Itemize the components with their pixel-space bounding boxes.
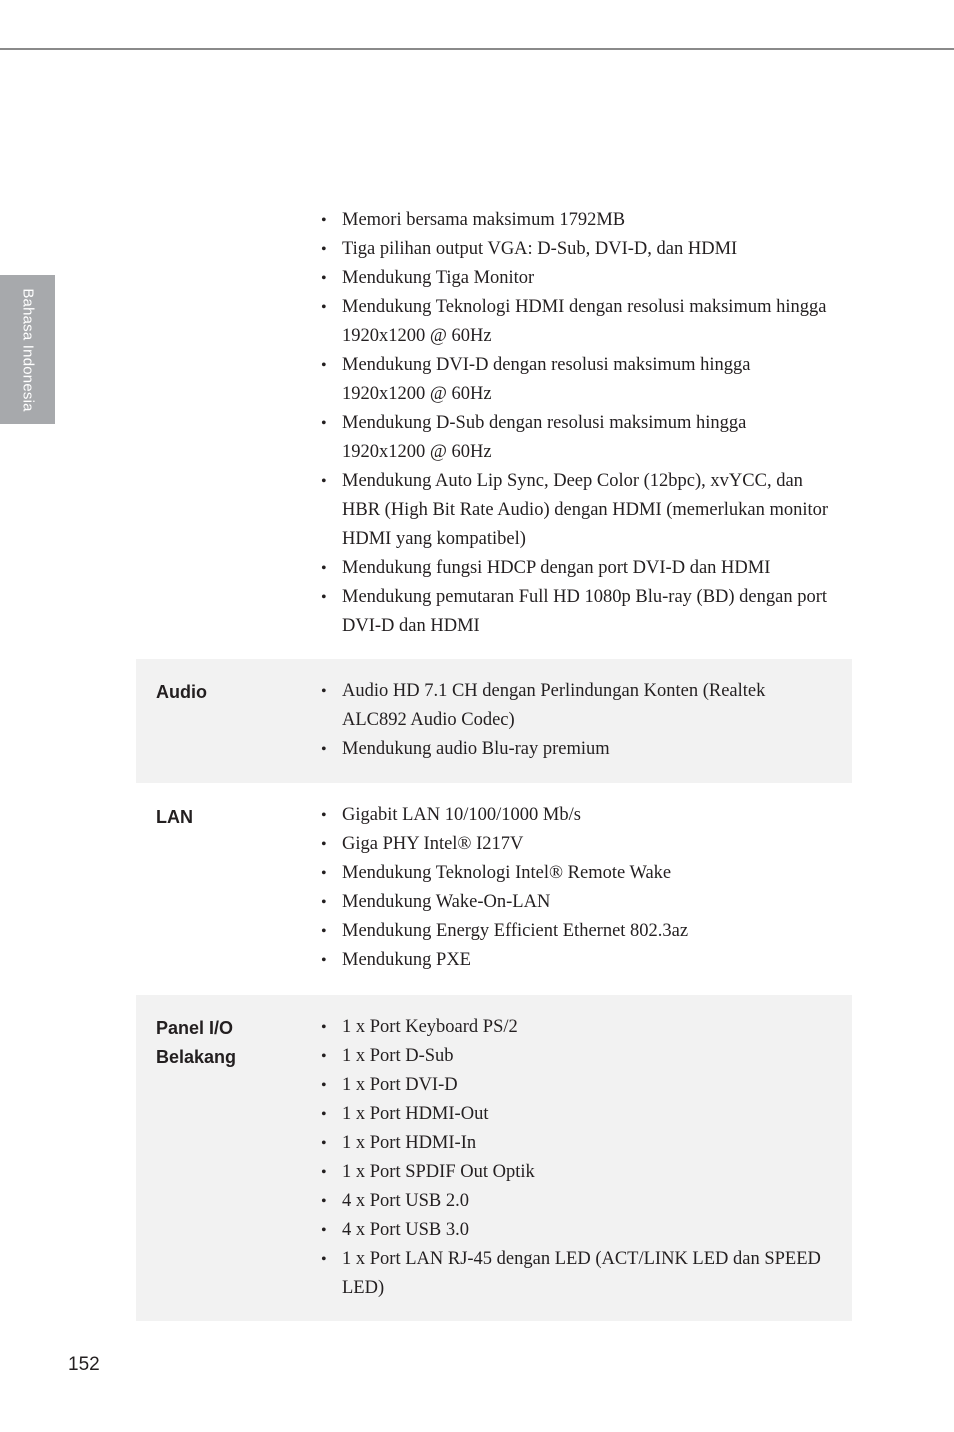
list-item: • Mendukung DVI-D dengan resolusi maksimum hingga 1920x1200 @ 60Hz <box>321 351 831 409</box>
list-item: • Mendukung Teknologi HDMI dengan resolusi maksimum hingga 1920x1200 @ 60Hz <box>321 293 831 351</box>
list-item: • Mendukung pemutaran Full HD 1080p Blu-ray (BD) dengan port DVI-D dan HDMI <box>321 583 831 641</box>
list-item: • Mendukung Tiga Monitor <box>321 264 831 293</box>
list-item: • Mendukung Energy Efficient Ethernet 802.3az <box>321 917 831 946</box>
list-item: • 1 x Port LAN RJ-45 dengan LED (ACT/LINK LED dan SPEED LED) <box>321 1245 831 1303</box>
section-lan <box>136 783 852 995</box>
language-tab-label: Bahasa Indonesia <box>19 287 36 412</box>
section-label-audio: Audio <box>156 682 207 702</box>
list-item: • Mendukung Wake-On-LAN <box>321 888 831 917</box>
section-audio <box>136 659 852 783</box>
list-item: • Mendukung Auto Lip Sync, Deep Color (12bpc), xvYCC, dan HBR (High Bit Rate Audio) dengan HDMI (memerlukan monitor HDMI yang kompatibel) <box>321 467 831 554</box>
list-item: • Memori bersama maksimum 1792MB <box>321 206 831 235</box>
list-item: • 1 x Port HDMI-In <box>321 1129 831 1158</box>
list-item: • Tiga pilihan output VGA: D-Sub, DVI-D, dan HDMI <box>321 235 831 264</box>
list-item: • 4 x Port USB 2.0 <box>321 1187 831 1216</box>
list-item: • Mendukung fungsi HDCP dengan port DVI-D dan HDMI <box>321 554 831 583</box>
list-item: • Mendukung Teknologi Intel® Remote Wake <box>321 859 831 888</box>
list-item: • 1 x Port DVI-D <box>321 1071 831 1100</box>
lan-feature-list <box>321 801 831 975</box>
list-item: • Giga PHY Intel® I217V <box>321 830 831 859</box>
page-number: 152 <box>68 1354 100 1375</box>
language-side-tab <box>0 275 55 424</box>
list-item: • 1 x Port SPDIF Out Optik <box>321 1158 831 1187</box>
section-label-line: Belakang <box>156 1047 237 1067</box>
audio-feature-list <box>321 677 831 764</box>
list-item: • Mendukung D-Sub dengan resolusi maksimum hingga 1920x1200 @ 60Hz <box>321 409 831 467</box>
list-item: • 1 x Port HDMI-Out <box>321 1100 831 1129</box>
list-item: • 4 x Port USB 3.0 <box>321 1216 831 1245</box>
section-rear-io <box>136 995 852 1321</box>
section-label-line: Panel I/O <box>156 1018 234 1038</box>
graphics-feature-list <box>321 206 831 641</box>
rear-io-port-list <box>321 1013 831 1303</box>
list-item: • 1 x Port Keyboard PS/2 <box>321 1013 831 1042</box>
list-item: • Mendukung PXE <box>321 946 831 975</box>
list-item: • Audio HD 7.1 CH dengan Perlindungan Konten (Realtek ALC892 Audio Codec) <box>321 677 831 735</box>
section-graphics-continued <box>136 206 852 646</box>
list-item: • 1 x Port D-Sub <box>321 1042 831 1071</box>
section-label-lan: LAN <box>156 807 193 827</box>
list-item: • Mendukung audio Blu-ray premium <box>321 735 831 764</box>
header-rule <box>0 48 954 50</box>
section-label-rear-io <box>156 1014 236 1072</box>
list-item: • Gigabit LAN 10/100/1000 Mb/s <box>321 801 831 830</box>
